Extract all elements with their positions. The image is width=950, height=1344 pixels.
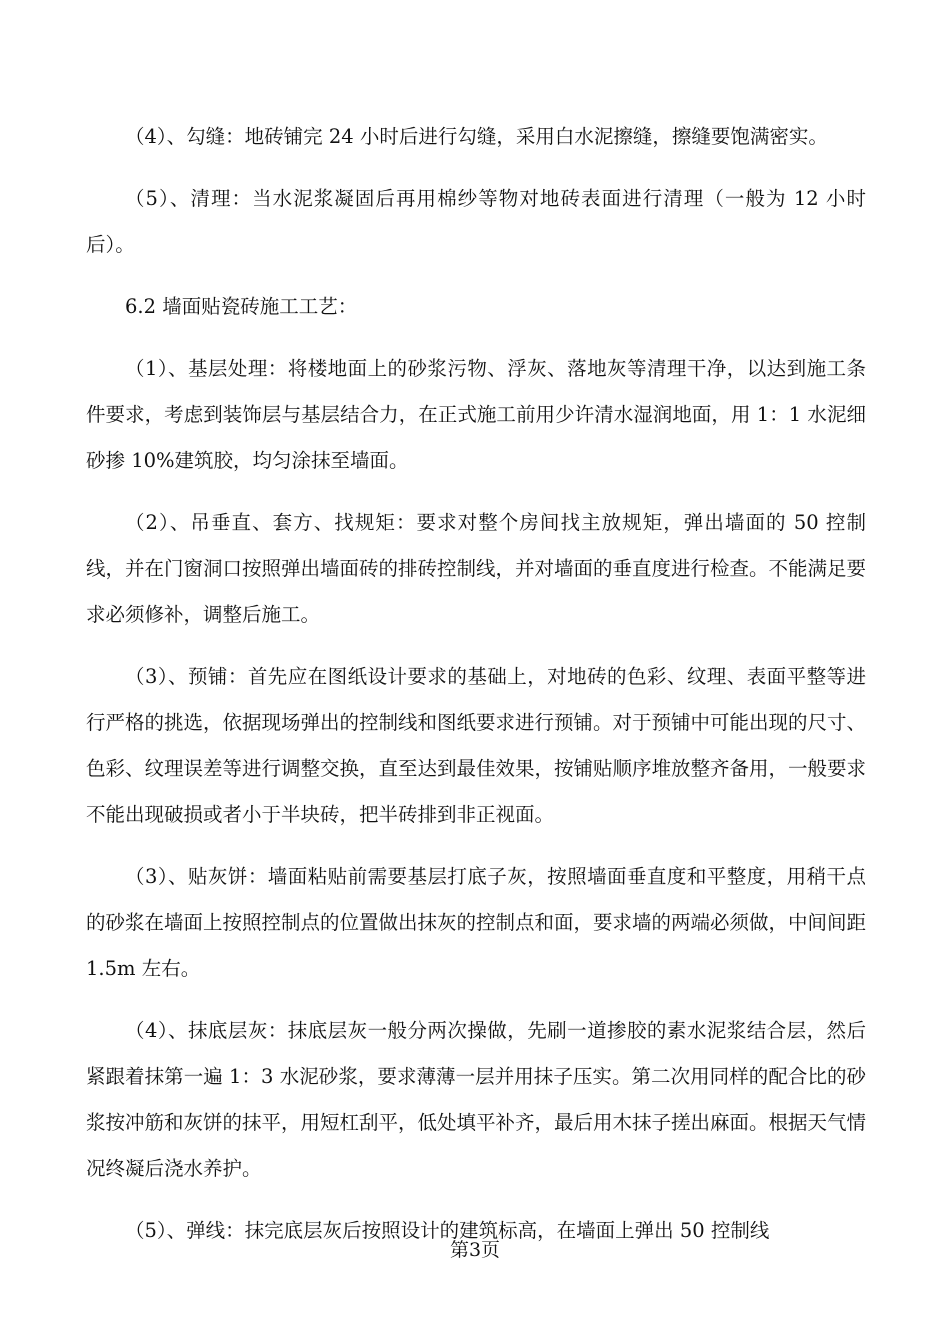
paragraph-snap-line: （5）、弹线：抹完底层灰后按照设计的建筑标高，在墙面上弹出 50 控制线 <box>125 1219 770 1242</box>
paragraph-mortar-dabs: （3）、贴灰饼：墙面粘贴前需要基层打底子灰，按照墙面垂直度和平整度，用稍干点的砂浆在墙面上按照控制点的位置做出抹灰的控制点和面，要求墙的两端必须做，中间间距 1.5m 左右。 <box>86 865 867 980</box>
section-heading-wall-tile: 6.2 墙面贴瓷砖施工工艺： <box>125 295 358 318</box>
document-body <box>86 114 866 1270</box>
paragraph-grout-joints: （4）、勾缝：地砖铺完 24 小时后进行勾缝，采用白水泥擦缝，擦缝要饱满密实。 <box>125 125 828 148</box>
page-number: 第3页 <box>449 1239 501 1261</box>
paragraph-plumb-square: （2）、吊垂直、套方、找规矩：要求对整个房间找主放规矩，弹出墙面的 50 控制线，并在门窗洞口按照弹出墙面砖的排砖控制线，并对墙面的垂直度进行检查。不能满足要求必须修补，调整后施工。 <box>86 511 867 626</box>
paragraph-base-coat: （4）、抹底层灰：抹底层灰一般分两次操做，先刷一道掺胶的素水泥浆结合层，然后紧跟着抹第一遍 1：3 水泥砂浆，要求薄薄一层并用抹子压实。第二次用同样的配合比的砂浆按冲筋和灰饼的抹平，用短杠刮平，低处填平补齐，最后用木抹子搓出麻面。根据天气情况终凝后浇水养护。 <box>86 1019 867 1180</box>
paragraph-pre-laying: （3）、预铺：首先应在图纸设计要求的基础上，对地砖的色彩、纹理、表面平整等进行严格的挑选，依据现场弹出的控制线和图纸要求进行预铺。对于预铺中可能出现的尺寸、色彩、纹理误差等进行调整交换，直至达到最佳效果，按铺贴顺序堆放整齐备用，一般要求不能出现破损或者小于半块砖，把半砖排到非正视面。 <box>86 665 867 826</box>
paragraph-base-treatment: （1）、基层处理：将楼地面上的砂浆污物、浮灰、落地灰等清理干净，以达到施工条件要求，考虑到装饰层与基层结合力，在正式施工前用少许清水湿润地面，用 1：1 水泥细砂掺 10%建筑胶，均匀涂抹至墙面。 <box>86 357 866 472</box>
paragraph-cleaning: （5）、清理：当水泥浆凝固后再用棉纱等物对地砖表面进行清理（一般为 12 小时后）。 <box>86 187 866 256</box>
